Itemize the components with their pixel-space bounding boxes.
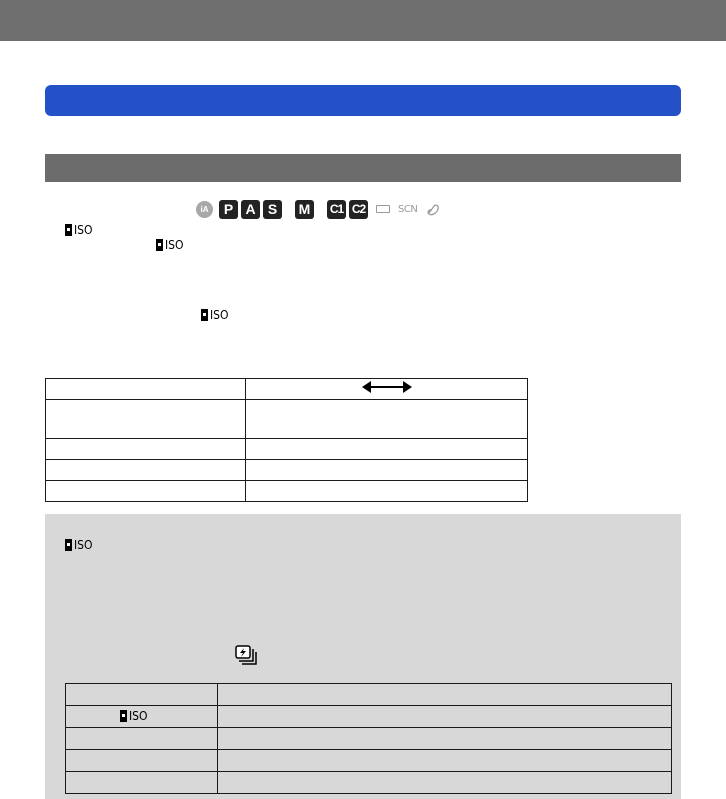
table-cell [218,750,672,772]
table-row [66,706,672,728]
mode-a-icon: A [241,200,260,219]
table-cell [46,481,246,502]
table-row [46,400,528,439]
intelligent-iso-icon: ISO [120,708,148,724]
table-row [66,750,672,772]
table-row [66,728,672,750]
table-cell [46,439,246,460]
table-cell [218,684,672,706]
table-cell [218,772,672,794]
section-header [45,154,681,182]
mode-p-icon: P [219,200,238,219]
mode-s-icon: S [263,200,282,219]
table-row [46,481,528,502]
mode-m-icon: M [295,200,314,219]
mode-creative-control-icon [425,200,441,219]
mode-scn-icon: SCN [398,203,418,215]
table-cell [66,750,218,772]
table-row [46,460,528,481]
table-header-row [46,379,528,400]
settings-table [45,378,528,502]
table-cell [66,772,218,794]
table-cell [66,728,218,750]
table-row [66,684,672,706]
table-cell [66,684,218,706]
intelligent-iso-icon: ISO [201,307,229,323]
table-cell [246,460,528,481]
table-cell [246,439,528,460]
table-cell [246,400,528,439]
notes-table [65,683,672,794]
table-cell [66,706,218,728]
burst-mode-icon [235,645,257,665]
table-row [66,772,672,794]
table-cell [218,706,672,728]
intelligent-iso-icon: ISO [65,537,93,553]
chapter-banner [45,85,681,116]
recording-mode-icons [196,198,449,220]
mode-ia-icon: iA [196,201,213,218]
mode-c1-icon: C1 [327,200,346,219]
table-cell [46,400,246,439]
top-bar [0,0,726,41]
table-cell [46,379,246,400]
double-arrow-icon [362,380,412,394]
table-cell [246,481,528,502]
mode-c2-icon: C2 [349,200,368,219]
table-cell [246,379,528,400]
intelligent-iso-icon: ISO [156,237,184,253]
mode-panorama-icon [376,200,390,219]
intelligent-iso-icon: ISO [65,222,93,238]
table-row [46,439,528,460]
table-cell [218,728,672,750]
table-cell [46,460,246,481]
